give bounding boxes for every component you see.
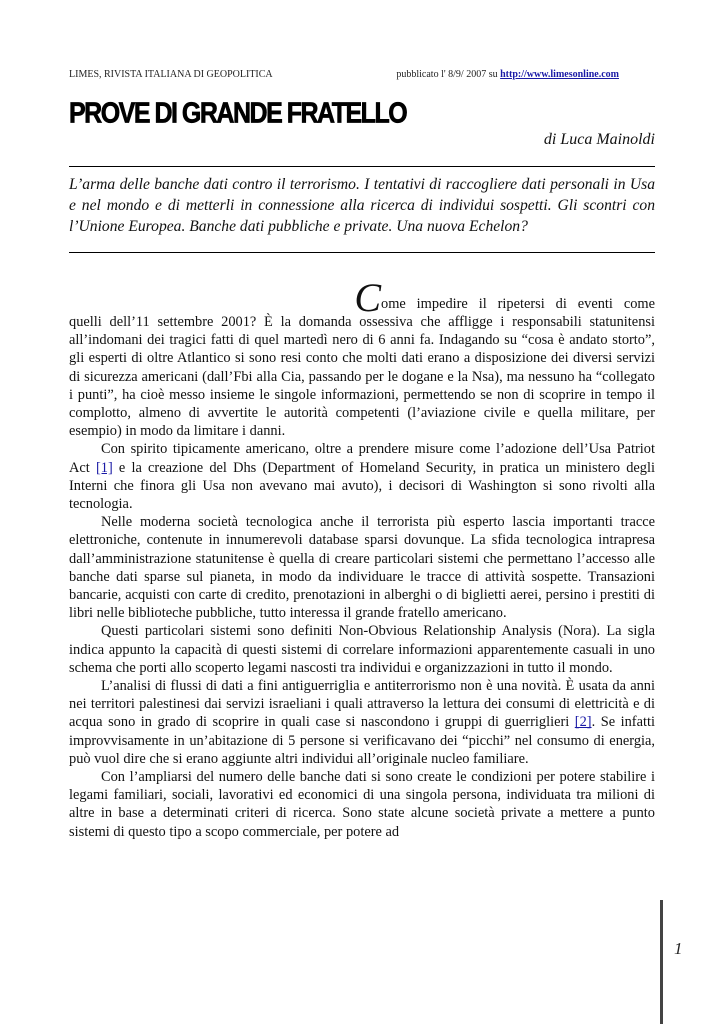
article-title: PROVE DI GRANDE FRATELLO — [69, 97, 407, 130]
paragraph-5 — [69, 677, 655, 768]
drop-cap: C — [354, 275, 381, 320]
paragraph-2-text-b: e la creazione del Dhs (Department of Homeland Security, in pratica un ministero degli Interni che finora gli Usa non avevano mai avuto), i decisori di Washington si sono rivolti alla tecnologia. — [69, 459, 655, 513]
divider-top — [69, 166, 655, 167]
paragraph-3: Nelle moderna società tecnologica anche il terrorista più esperto lascia importanti tracce elettroniche, contenute in innumerevoli database sparsi dovunque. La sfida tecnologica intrapresa dall’amministrazione statunitense è quella di creare particolari sistemi che permettano l’accesso alle banche dati sparse sul pianeta, in modo da individuare le tracce di attività sospette. Transazioni bancarie, acquisti con carte di credito, prenotazioni in alberghi o di biglietti aerei, persino i prestiti di libri nelle biblioteche pubbliche, tutto interessa il grande fratello americano. — [69, 514, 655, 622]
published-date-text: pubblicato l' 8/9/ 2007 su — [396, 69, 501, 80]
paragraph-2 — [69, 440, 655, 513]
publication-name: LIMES, RIVISTA ITALIANA DI GEOPOLITICA — [69, 69, 273, 80]
page-number: 1 — [674, 939, 683, 958]
paragraph-2-text-a: Con spirito tipicamente americano, oltre a prendere misure come l’adozione dell’Usa Patriot Act — [69, 441, 655, 476]
article-body — [69, 275, 655, 841]
footnote-link-2[interactable]: [2] — [574, 714, 592, 731]
paragraph-1: quelli dell’11 settembre 2001? È la domanda ossessiva che affligge i responsabili statunitensi all’indomani dei tragici fatti di quel martedì nero di 6 anni fa. Indagando su “cosa è andato storto”, gli esperti di oltre Atlantico si sono resi conto che molti dati erano a disposizione dei diversi servizi di sicurezza americani (dall’Fbi alla Cia, passando per le dogane e la Nsa), ma nessuno ha “collegato i punti”, ha cioè messo insieme le singole informazioni, permettendo se non di scoprire in tempo il complotto, almeno di avvertite le autorità competenti (l’aviazione civile e quella militare, per esempio) in modo da limitare i danni. — [69, 314, 655, 440]
first-line-text: ome impedire il ripetersi di eventi come — [381, 296, 655, 312]
paragraph-4: Questi particolari sistemi sono definiti Non-Obvious Relationship Analysis (Nora). La sigla indica appunto la capacità di questi sistemi di correlare informazioni apparentemente casuali in uno schema che porti allo scoperto legami nascosti tra individui e organizzazioni in tutto il mondo. — [69, 623, 655, 676]
source-link[interactable]: http://www.limesonline.com — [500, 69, 619, 80]
article-abstract: L’arma delle banche dati contro il terrorismo. I tentativi di raccogliere dati personali in Usa e nel mondo e di metterli in connessione alla ricerca di individui sospetti. Gli scontri con l’Unione Europea. Banche dati pubbliche e private. Una nuova Echelon? — [69, 176, 655, 235]
first-line — [69, 275, 655, 320]
publication-info — [396, 69, 619, 80]
page-margin-bar — [660, 900, 663, 1024]
divider-bottom — [69, 252, 655, 253]
paragraph-5-text-b: . Se infatti improvvisamente in un’abitazione di 5 persone si verificavano dei “picchi” nel consumo di energia, può vuol dire che si erano aggiunte altri individui all’originale nucleo familiare. — [69, 714, 655, 767]
paragraph-6: Con l’ampliarsi del numero delle banche dati si sono create le condizioni per potere stabilire i legami familiari, sociali, lavorativi ed economici di una singola persona, individuata tra milioni di altre in base a determinati criteri di ricerca. Sono state alcune società private a mettere a punto sistemi di questo tipo a scopo commerciale, per potere ad — [69, 769, 655, 840]
footnote-link-1[interactable]: [1] — [95, 459, 113, 476]
paragraph-5-text-a: L’analisi di flussi di dati a fini antiguerriglia e antiterrorismo non è una novità. È usata da anni nei territori palestinesi dai servizi israeliani i quali attraverso la lettura dei consumi di elettricità e di acqua sono in grado di scoprire in quali case si nascondono i gruppi di guerriglieri — [69, 678, 655, 731]
article-author: di Luca Mainoldi — [543, 131, 655, 148]
